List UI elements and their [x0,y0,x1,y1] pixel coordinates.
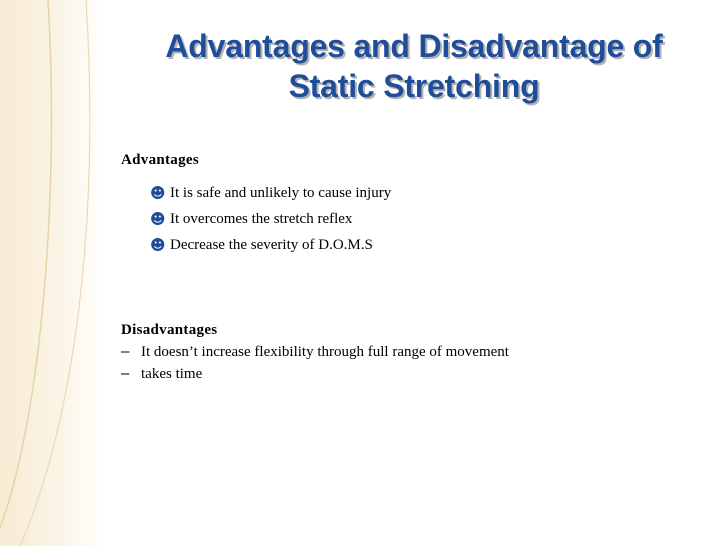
list-item [121,341,509,363]
disadvantages-heading: Disadvantages [121,322,218,338]
disadvantages-list [121,341,509,385]
list-item [150,206,391,232]
slide-title-line-1: Advantages and Disadvantage of [165,28,663,64]
list-item-text: takes time [141,366,203,382]
list-item [150,180,391,206]
slide-title [140,26,688,106]
advantages-list [150,180,391,258]
list-item [121,363,509,385]
advantages-heading: Advantages [121,152,200,168]
decorative-curve-outer [0,0,51,528]
list-item-text: It overcomes the stretch reflex [170,211,353,227]
smiley-icon: ☻ [150,184,166,202]
smiley-icon: ☻ [150,210,166,228]
list-item [150,232,391,258]
dash-icon: – [121,343,130,360]
list-item-text: It is safe and unlikely to cause injury [170,185,392,201]
slide-title-line-2: Static Stretching [288,68,540,104]
dash-icon: – [121,365,130,382]
decorative-curve-inner [20,0,90,546]
list-item-text: It doesn’t increase flexibility through full range of movement [141,344,509,360]
list-item-text: Decrease the severity of D.O.M.S [170,237,373,253]
smiley-icon: ☻ [150,236,166,254]
